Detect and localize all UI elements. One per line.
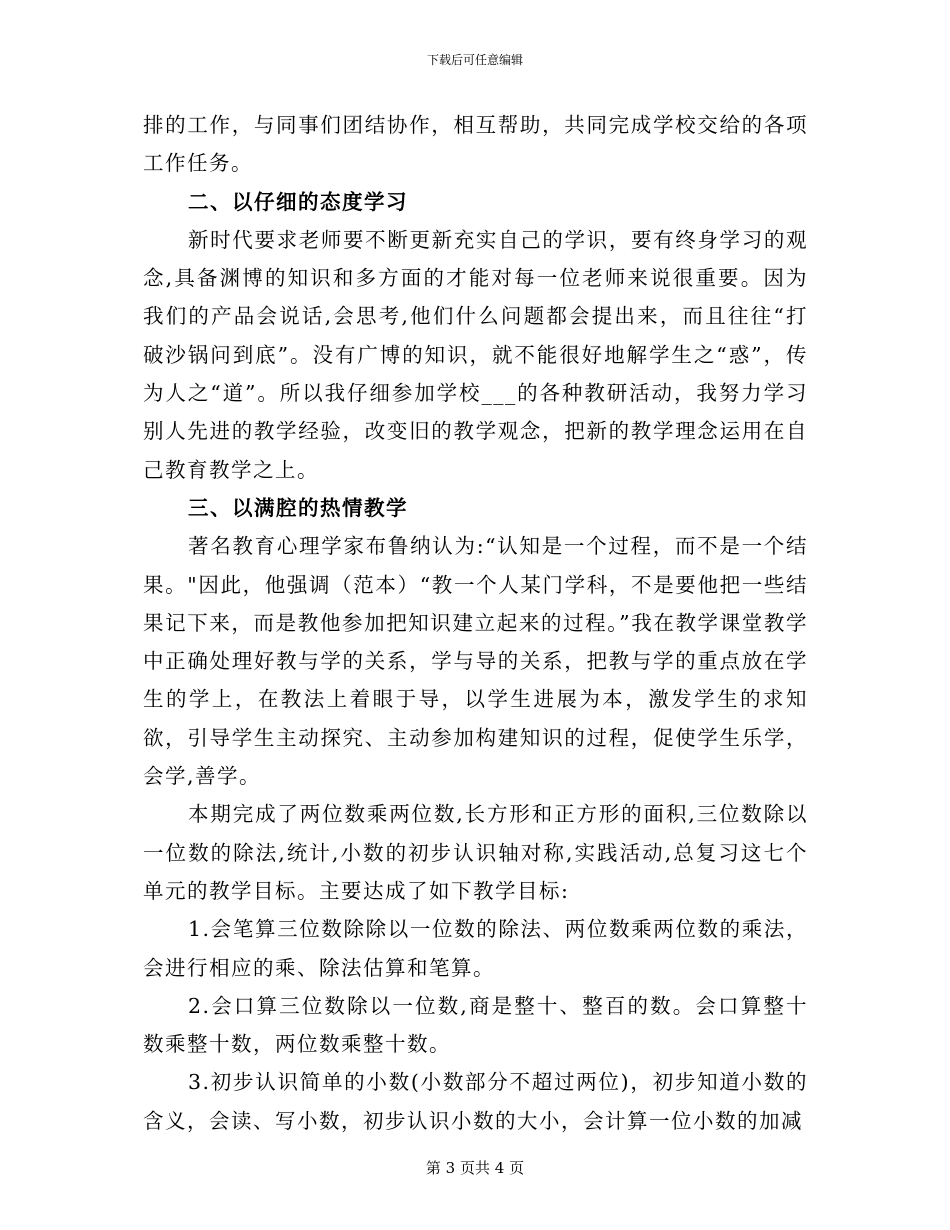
paragraph-continuation: 排的工作，与同事们团结协作，相互帮助，共同完成学校交给的各项工作任务。 [143, 113, 808, 176]
document-body [143, 106, 808, 1140]
paragraph-learning: 新时代要求老师要不断更新充实自己的学识，要有终身学习的观念,具备渊博的知识和多方面的才能对每一位老师来说很重要。因为我们的产品会说话,会思考,他们什么问题都会提出来，而且往往“打破沙锅问到底”。没有广博的知识，就不能很好地解学生之“惑”，传为人之“道”。所以我仔细参加学校___的各种教研活动，我努力学习别人先进的教学经验，改变旧的教学观念，把新的教学理念运用在自己教育教学之上。 [143, 227, 808, 482]
list-item-2: 2.会口算三位数除以一位数,商是整十、整百的数。会口算整十数乘整十数，两位数乘整十数。 [143, 993, 808, 1057]
section-heading-2: 二、以仔细的态度学习 [188, 189, 408, 214]
section-heading-3: 三、以满腔的热情教学 [188, 495, 408, 520]
list-item-1: 1.会笔算三位数除除以一位数的除法、两位数乘两位数的乘法，会进行相应的乘、除法估算和笔算。 [143, 917, 808, 980]
page-footer: 第 3 页共 4 页 [425, 1159, 525, 1177]
list-item-3: 3.初步认识简单的小数(小数部分不超过两位)，初步知道小数的含义，会读、写小数，初步认识小数的大小，会计算一位小数的加减 [143, 1070, 808, 1133]
paragraph-teaching: 著名教育心理学家布鲁纳认为:“认知是一个过程，而不是一个结果。"因此，他强调（范本）“教一个人某门学科，不是要他把一些结果记下来，而是教他参加把知识建立起来的过程。”我在教学课堂教学中正确处理好教与学的关系，学与导的关系，把教与学的重点放在学生的学上，在教法上着眼于导，以学生进展为本，激发学生的求知欲，引导学生主动探究、主动参加构建知识的过程，促使学生乐学，会学,善学。 [143, 534, 808, 789]
paragraph-term-summary: 本期完成了两位数乘两位数,长方形和正方形的面积,三位数除以一位数的除法,统计,小数的初步认识轴对称,实践活动,总复习这七个单元的教学目标。主要达成了如下教学目标: [143, 802, 808, 903]
page-header: 下载后可任意编辑 [426, 53, 523, 67]
